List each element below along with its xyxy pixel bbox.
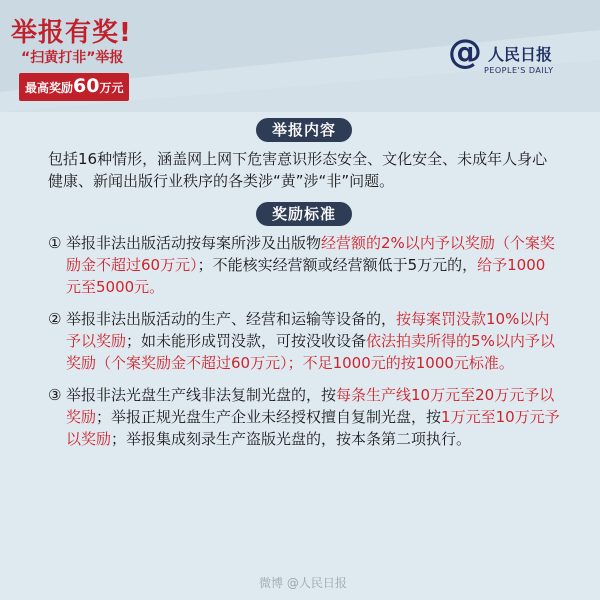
reward-item-3	[48, 384, 560, 450]
report-content-paragraph: 包括16种情形，涵盖网上网下危害意识形态安全、文化安全、未成年人身心健康、新闻出版行业秩序的各类涉“黄”涉“非”问题。	[48, 150, 548, 190]
item-text: 举报非法出版活动的生产、经营和运输等设备的，	[66, 310, 397, 328]
section-heading-report-content: 举报内容	[256, 118, 352, 142]
header-banner	[0, 0, 600, 112]
item-number: ①	[48, 234, 62, 252]
at-sign-icon: @	[448, 32, 482, 72]
item-text: ；如未能形成罚没款，可按没收设备	[126, 332, 367, 350]
item-text: ；不能核实经营额或经营额低于5万元的，	[197, 256, 478, 274]
item-highlight: 1万元至10万元予以奖励	[66, 408, 560, 448]
main-content	[48, 118, 560, 460]
item-text: 举报非法出版活动按每案所涉及出版物	[66, 234, 322, 252]
reward-promo	[11, 18, 159, 101]
item-highlight: 按每案罚没款10%以内予以奖励	[66, 310, 550, 350]
logo-english-name: PEOPLE'S DAILY	[484, 66, 554, 75]
badge-prefix: 最高奖励	[25, 81, 74, 95]
promo-subtitle: “扫黄打非”举报	[21, 50, 124, 66]
item-highlight: 经营额的2%以内予以奖励（个案奖励金不超过60万元）	[66, 234, 555, 274]
item-highlight: 给予1000元至5000元。	[66, 256, 546, 296]
badge-unit: 万元	[99, 81, 124, 95]
logo-chinese-name: 人民日报	[488, 45, 553, 64]
item-number: ②	[48, 310, 62, 328]
badge-amount: 60	[73, 75, 100, 97]
item-number: ③	[48, 386, 62, 404]
item-text: ；举报正规光盘生产企业未经授权擅自复制光盘，按	[96, 408, 442, 426]
section-heading-reward-standard: 奖励标准	[256, 202, 352, 226]
reward-item-2	[48, 308, 560, 374]
item-highlight: 依法拍卖所得的5%以内予以奖励（个案奖励金不超过60万元）；不足1000元的按1000元标准。	[66, 332, 555, 372]
reward-item-1	[48, 232, 560, 298]
promo-title: 举报有奖!	[11, 18, 132, 48]
item-text: ；举报集成刻录生产盗版光盘的，按本条第二项执行。	[111, 430, 472, 448]
max-reward-badge	[19, 73, 129, 101]
item-highlight: 每条生产线10万元至20万元予以奖励	[66, 386, 555, 426]
weibo-watermark: 微博 @人民日报	[259, 576, 347, 590]
item-text: 举报非法光盘生产线非法复制光盘的，按	[66, 386, 337, 404]
